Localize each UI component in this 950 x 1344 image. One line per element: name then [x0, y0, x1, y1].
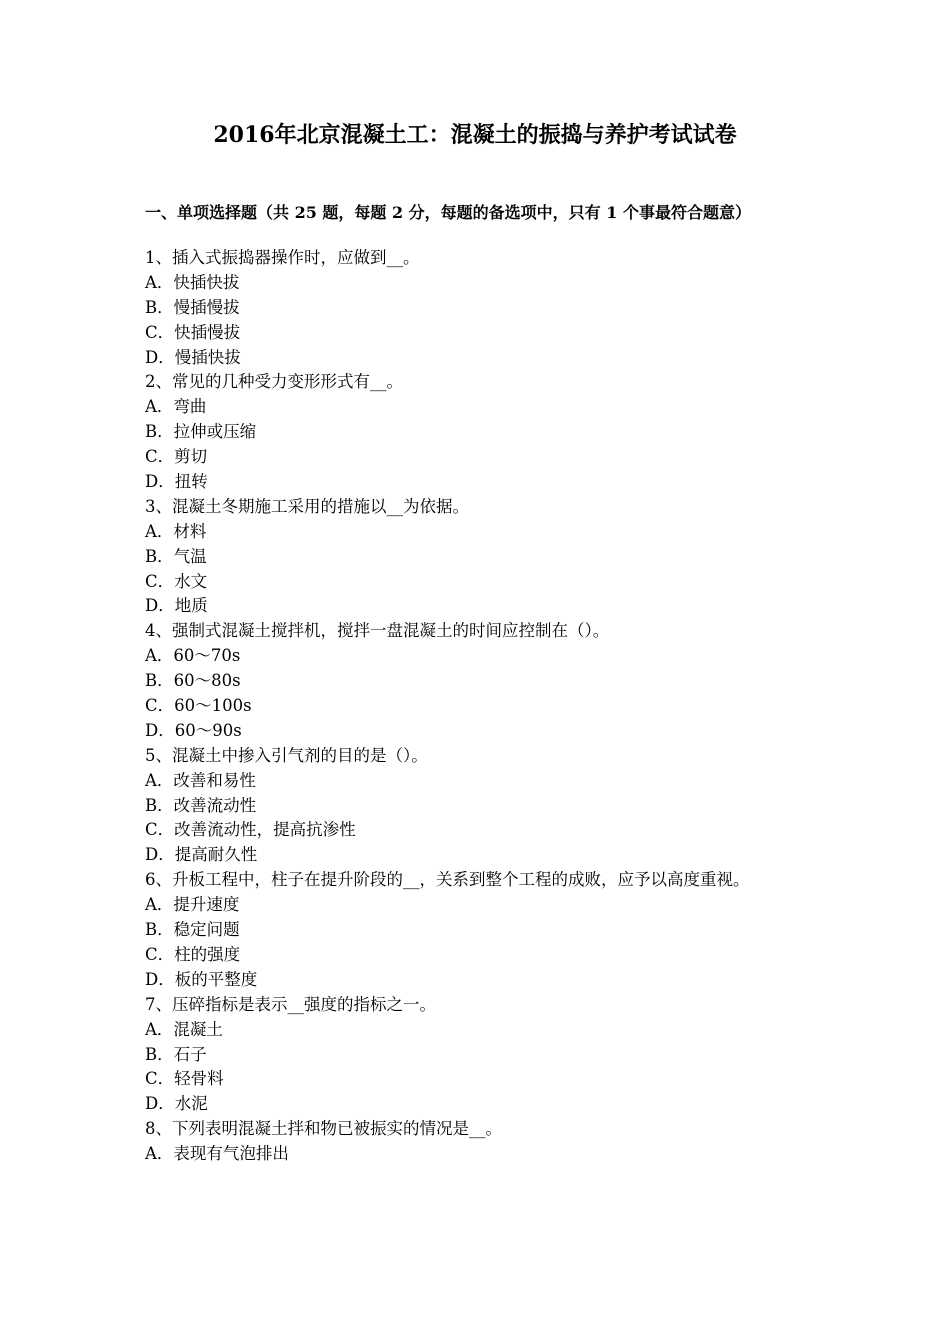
- option-1b: B．慢插慢拔: [145, 297, 240, 317]
- option-3a: A．材料: [145, 521, 207, 541]
- option-5b: B．改善流动性: [145, 795, 257, 815]
- option-7a: A．混凝土: [145, 1019, 223, 1039]
- question-4: 4、强制式混凝土搅拌机，搅拌一盘混凝土的时间应控制在（）。: [145, 621, 610, 641]
- question-1: 1、插入式振捣器操作时，应做到__。: [145, 248, 420, 267]
- question-8: 8、下列表明混凝土拌和物已被振实的情况是__。: [145, 1119, 502, 1139]
- option-6b: B．稳定问题: [145, 920, 240, 940]
- option-7d: D．水泥: [145, 1094, 208, 1114]
- option-4b: B．60～80s: [145, 671, 241, 691]
- option-4c: C．60～100s: [145, 696, 252, 716]
- question-5: 5、混凝土中掺入引气剂的目的是（）。: [145, 745, 428, 765]
- option-7b: B．石子: [145, 1044, 207, 1064]
- option-6a: A．提升速度: [145, 895, 240, 915]
- option-2a: A．弯曲: [145, 397, 207, 417]
- question-6: 6、升板工程中，柱子在提升阶段的__，关系到整个工程的成败，应予以高度重视。: [145, 870, 750, 890]
- option-1d: D．慢插快拔: [145, 347, 241, 367]
- option-2c: C．剪切: [145, 447, 208, 467]
- option-7c: C．轻骨料: [145, 1069, 224, 1089]
- option-5c: C．改善流动性，提高抗渗性: [145, 820, 356, 840]
- option-5a: A．改善和易性: [145, 770, 256, 790]
- option-5d: D．提高耐久性: [145, 845, 258, 865]
- question-2: 2、常见的几种受力变形形式有__。: [145, 372, 403, 392]
- option-2d: D．扭转: [145, 472, 208, 492]
- question-3: 3、混凝土冬期施工采用的措施以__为依据。: [145, 496, 469, 516]
- option-2b: B．拉伸或压缩: [145, 422, 257, 442]
- question-7: 7、压碎指标是表示__强度的指标之一。: [145, 994, 436, 1014]
- option-8a: A．表现有气泡排出: [145, 1144, 289, 1164]
- option-3c: C．水文: [145, 571, 208, 591]
- section-heading: 一、单项选择题（共 25 题，每题 2 分，每题的备选项中，只有 1 个事最符合题意）: [145, 203, 751, 222]
- option-1a: A．快插快拔: [145, 272, 240, 292]
- question-list: [145, 246, 810, 1167]
- option-4a: A．60～70s: [145, 646, 241, 666]
- option-4d: D．60～90s: [145, 720, 242, 740]
- document-title: 2016年北京混凝土工：混凝土的振捣与养护考试试卷: [213, 122, 737, 148]
- option-6c: C．柱的强度: [145, 944, 241, 964]
- option-3d: D．地质: [145, 596, 208, 616]
- option-6d: D．板的平整度: [145, 969, 258, 989]
- option-3b: B．气温: [145, 546, 207, 566]
- option-1c: C．快插慢拔: [145, 322, 241, 342]
